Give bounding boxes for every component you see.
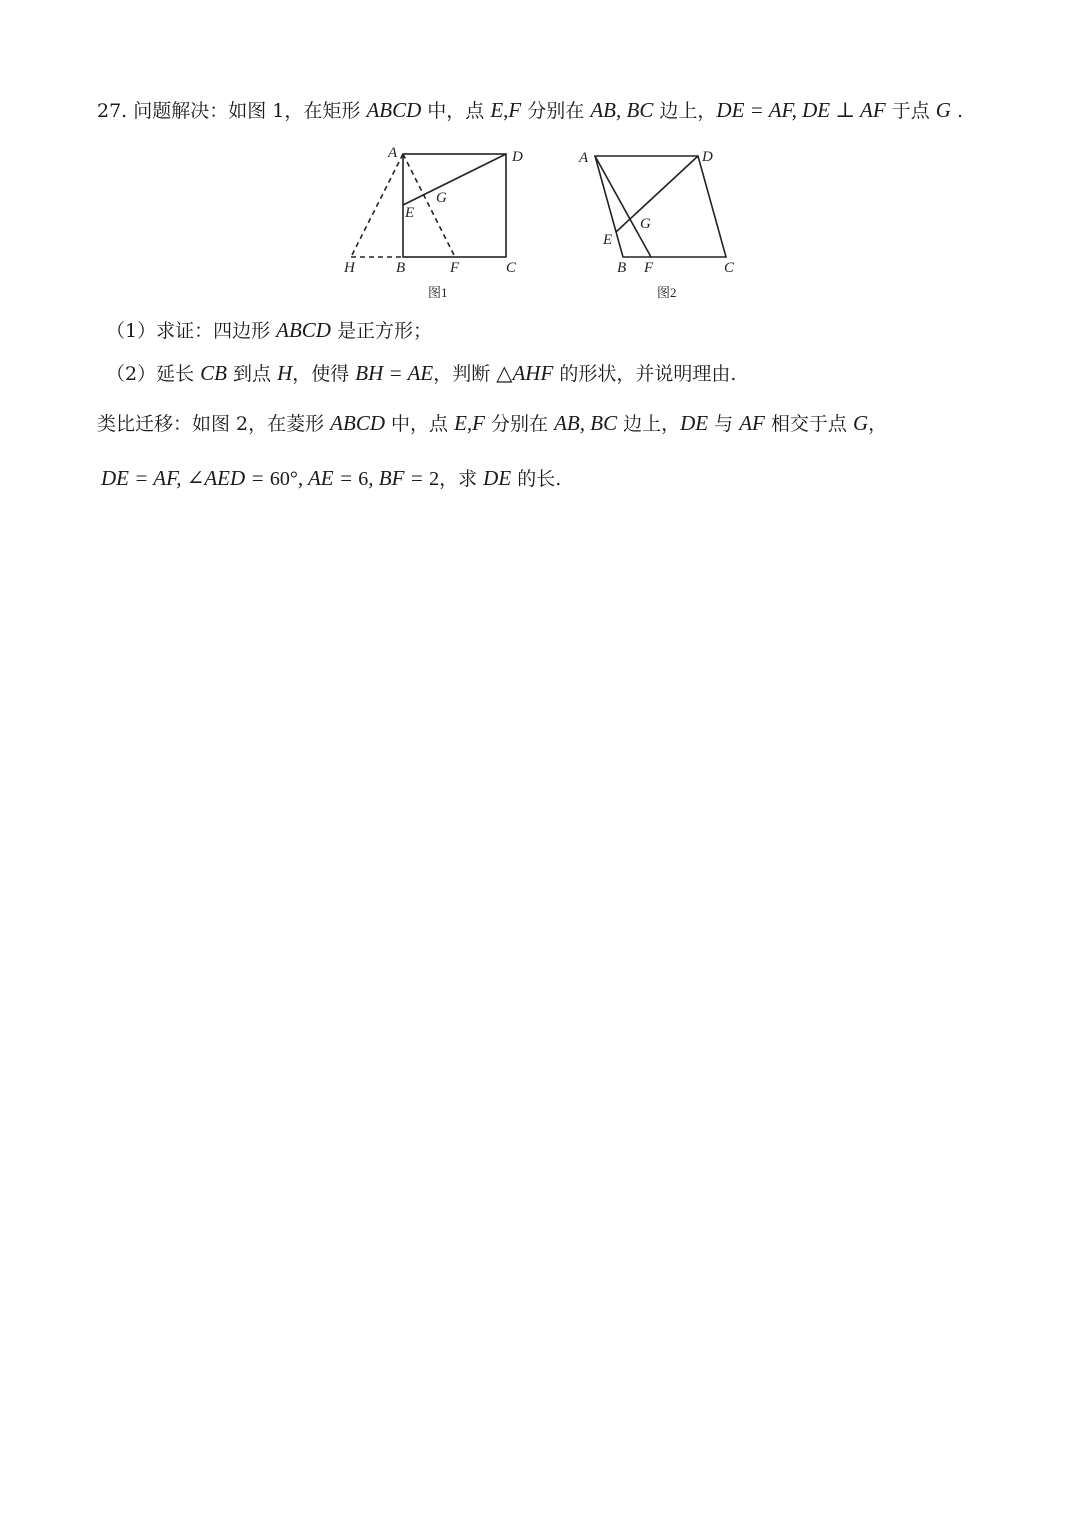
text: 分别在: [485, 413, 555, 435]
label-f: F: [644, 260, 654, 276]
math-equation: BH = AE: [355, 361, 434, 385]
label-h: H: [344, 260, 355, 276]
math-af: AF: [739, 411, 765, 435]
text: 到点: [226, 363, 278, 385]
math-cb: CB: [200, 361, 227, 385]
text: 相交于点: [764, 413, 853, 435]
text: ，: [868, 413, 888, 435]
text: 的长.: [511, 468, 562, 490]
figure-2: [595, 156, 726, 257]
math-angle-value: 60°: [269, 468, 298, 490]
math-rect: ABCD: [366, 98, 422, 122]
text: （1）求证：四边形: [106, 320, 277, 342]
figure-1: [351, 154, 506, 257]
text: 类比迁移：如图 2，在菱形: [97, 413, 331, 435]
question-1: [106, 318, 432, 343]
math-ae-value: 6: [358, 468, 369, 490]
segment-de: [403, 154, 506, 205]
label-a: A: [579, 150, 589, 166]
math-sides: AB, BC: [554, 411, 618, 435]
rhombus-abcd: [595, 156, 726, 257]
text: 与: [708, 413, 740, 435]
label-g: G: [436, 190, 447, 206]
question-2: [106, 361, 736, 386]
text: ，使得: [292, 363, 356, 385]
label-d: D: [512, 149, 523, 165]
label-b: B: [617, 260, 627, 276]
label-c: C: [724, 260, 735, 276]
text: 的形状，并说明理由.: [553, 363, 737, 385]
transfer-given: [101, 466, 561, 491]
label-f: F: [450, 260, 460, 276]
transfer-statement: [97, 411, 887, 436]
problem-head: 27. 问题解决：如图 1，在矩形: [97, 100, 367, 122]
text: 分别在: [521, 100, 591, 122]
math-de: DE: [680, 411, 709, 435]
math-given-3: , BF =: [368, 466, 430, 490]
math-quad: ABCD: [276, 318, 331, 342]
figure-2-caption: 图2: [657, 285, 677, 300]
math-given-2: , AE =: [297, 466, 359, 490]
text: 中，点: [385, 413, 455, 435]
text: 是正方形；: [330, 320, 433, 342]
math-points-ef: E,F: [490, 98, 522, 122]
math-points-ef: E,F: [454, 411, 485, 435]
text: 边上，: [653, 100, 717, 122]
math-given-1: DE = AF, ∠AED =: [101, 466, 270, 490]
figures: [330, 135, 750, 305]
math-triangle: △AHF: [496, 361, 554, 385]
text: 边上，: [617, 413, 681, 435]
math-g: G: [852, 411, 869, 435]
figure-1-caption: 图1: [428, 285, 448, 300]
math-h: H: [277, 361, 293, 385]
text: 中，点: [421, 100, 491, 122]
label-e: E: [603, 232, 613, 248]
math-de: DE: [483, 466, 512, 490]
label-b: B: [396, 260, 406, 276]
text: .: [950, 100, 964, 122]
text: ，求: [439, 468, 484, 490]
segment-de: [616, 156, 698, 232]
square-abcd: [403, 154, 506, 257]
text: ，判断: [433, 363, 497, 385]
label-c: C: [506, 260, 517, 276]
label-d: D: [702, 149, 713, 165]
text: （2）延长: [106, 363, 201, 385]
label-a: A: [388, 145, 398, 161]
text: 于点: [885, 100, 936, 122]
math-point-g: G: [935, 98, 951, 122]
segment-ah: [351, 154, 403, 257]
label-e: E: [405, 205, 415, 221]
math-rhombus: ABCD: [330, 411, 385, 435]
label-g: G: [640, 216, 651, 232]
math-bf-value: 2: [429, 468, 440, 490]
problem-statement: [97, 98, 963, 123]
math-condition: DE = AF, DE ⊥ AF: [716, 98, 886, 122]
math-sides: AB, BC: [590, 98, 654, 122]
